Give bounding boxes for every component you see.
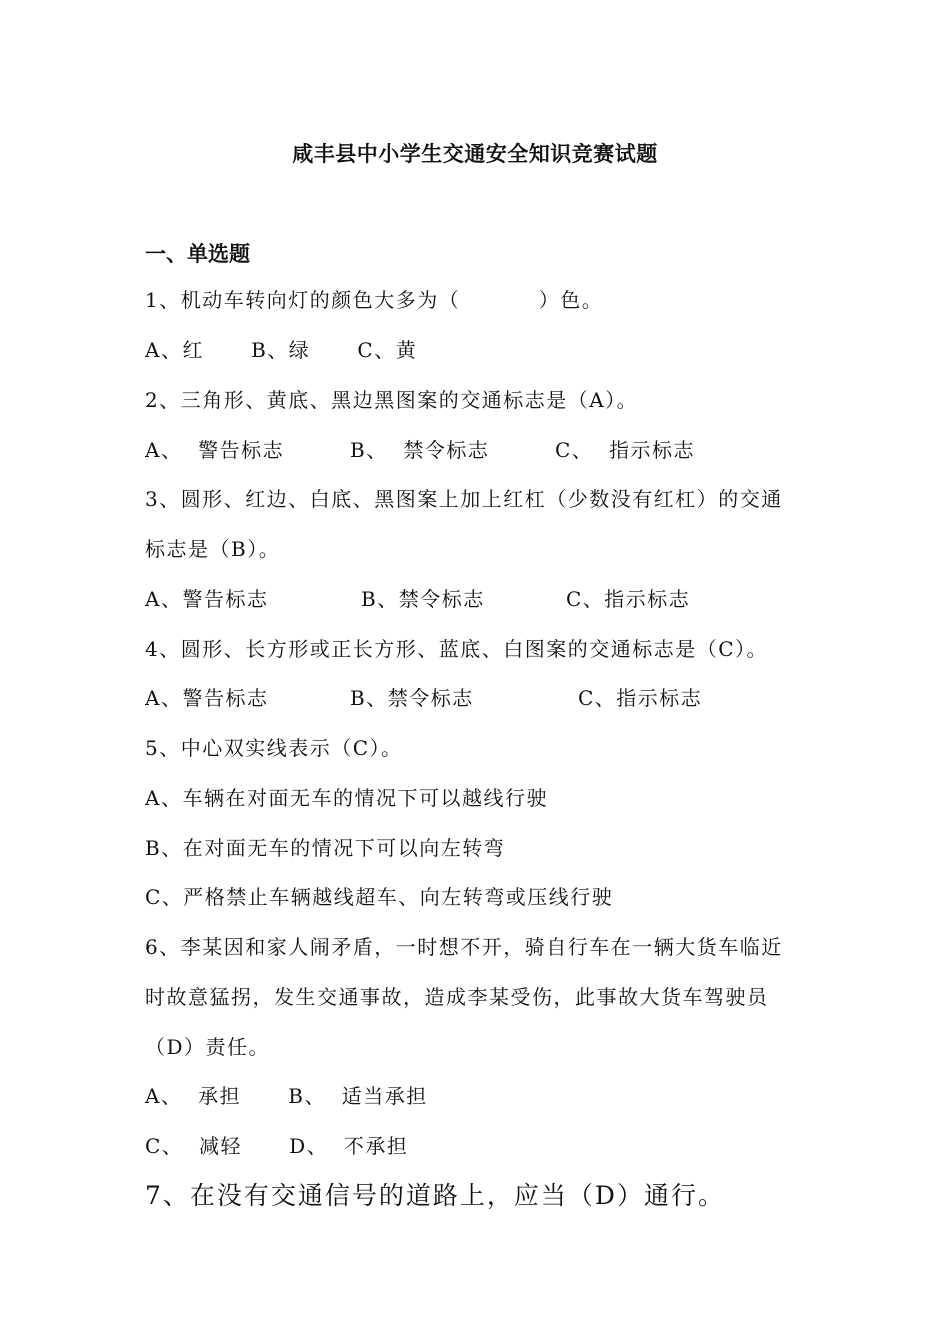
question-3-continued: 标志是（B）。 (145, 537, 281, 561)
question-6-continued: 时故意猛拐，发生交通事故，造成李某受伤，此事故大货车驾驶员 (145, 985, 769, 1009)
question-6-options-cd: C、 减轻 D、 不承担 (145, 1134, 409, 1158)
option-a: A、警告标志 (145, 587, 269, 611)
question-5-option-b: B、在对面无车的情况下可以向左转弯 (145, 836, 506, 860)
option-b: B、禁令标志 (361, 587, 485, 611)
option-b: B、禁令标志 (350, 686, 474, 710)
document-title: 咸丰县中小学生交通安全知识竞赛试题 (292, 142, 658, 166)
question-1: 1、机动车转向灯的颜色大多为（ ）色。 (145, 288, 604, 312)
option-b: B、 禁令标志 (350, 438, 490, 462)
section-heading: 一、单选题 (145, 242, 250, 266)
question-7: 7、在没有交通信号的道路上，应当（D）通行。 (145, 1181, 725, 1210)
option-a: A、 警告标志 (145, 438, 285, 462)
question-1-options: A、红 B、绿 C、黄 (145, 338, 418, 362)
question-5: 5、中心双实线表示（C）。 (145, 736, 403, 760)
option-a: A、警告标志 (145, 686, 269, 710)
option-c: C、指示标志 (566, 587, 691, 611)
option-c: C、 指示标志 (555, 438, 696, 462)
question-4: 4、圆形、长方形或正长方形、蓝底、白图案的交通标志是（C）。 (145, 637, 769, 661)
question-3: 3、圆形、红边、白底、黑图案上加上红杠（少数没有红杠）的交通 (145, 487, 783, 511)
question-6-options-ab: A、 承担 B、 适当承担 (145, 1084, 428, 1108)
question-5-option-c: C、严格禁止车辆越线超车、向左转弯或压线行驶 (145, 885, 614, 909)
question-4-options (145, 685, 845, 711)
question-6: 6、李某因和家人闹矛盾，一时想不开，骑自行车在一辆大货车临近 (145, 935, 783, 959)
question-5-option-a: A、车辆在对面无车的情况下可以越线行驶 (145, 786, 548, 810)
option-c: C、指示标志 (578, 686, 703, 710)
question-2-options (145, 437, 845, 463)
question-3-options (145, 586, 845, 612)
question-2: 2、三角形、黄底、黑边黑图案的交通标志是（A）。 (145, 388, 639, 412)
question-6-continued-2: （D）责任。 (145, 1035, 271, 1059)
